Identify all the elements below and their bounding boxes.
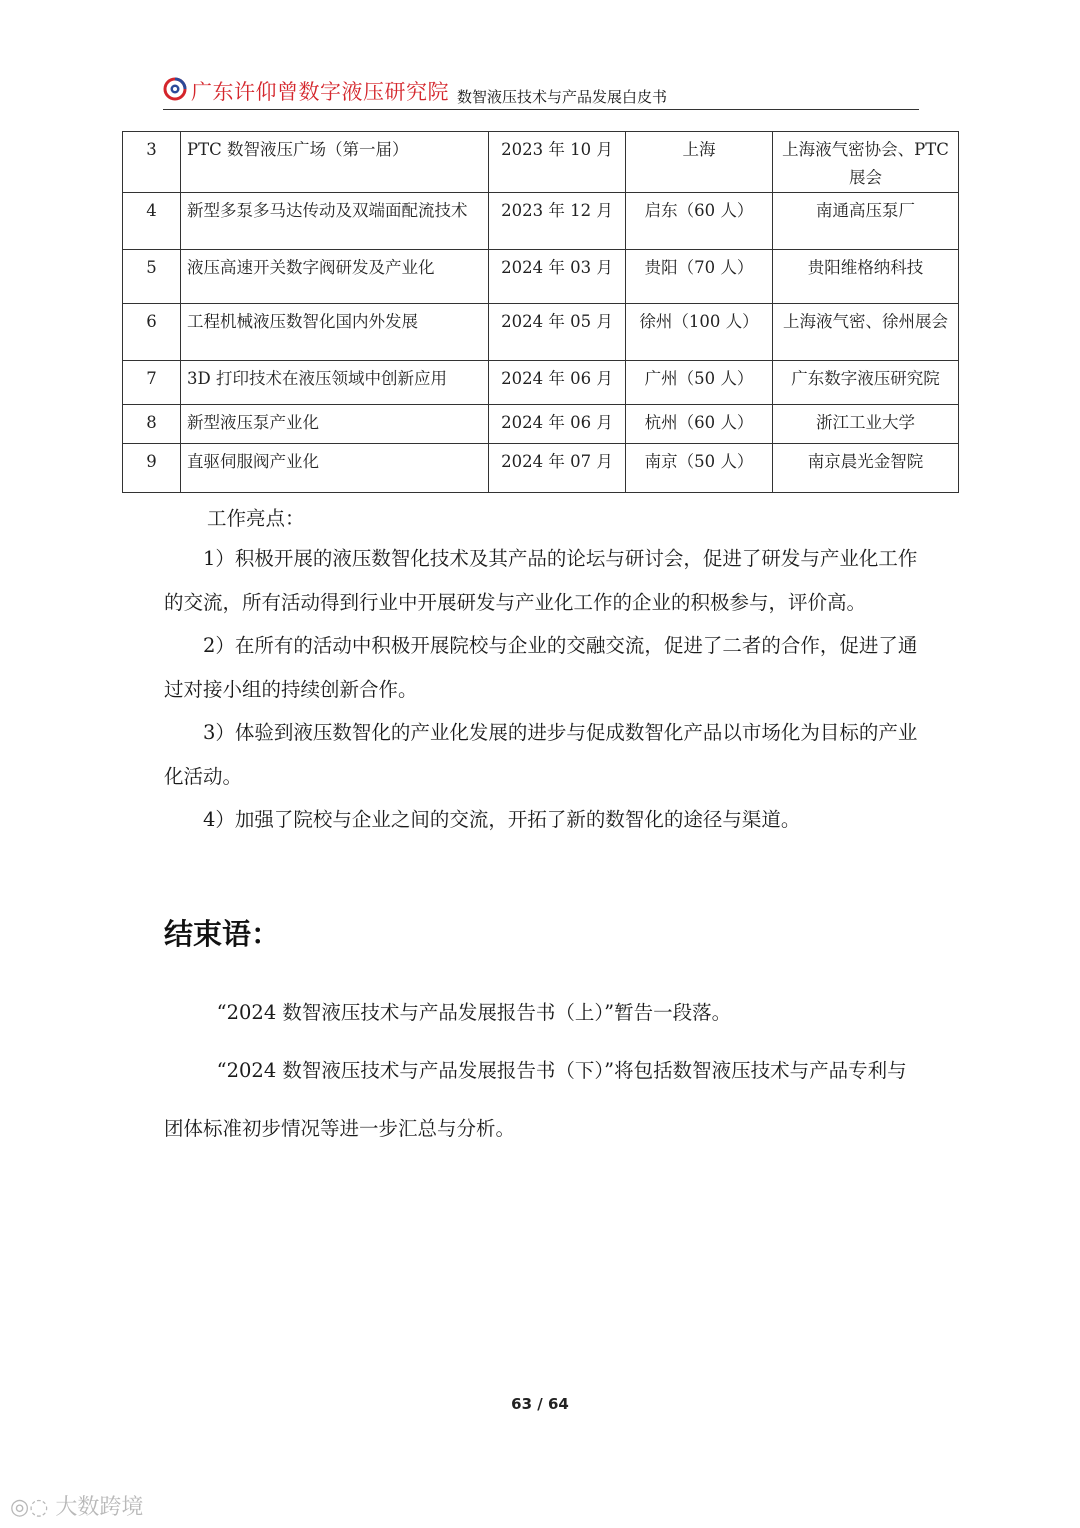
page-header — [163, 74, 919, 112]
table-row — [123, 250, 959, 304]
event-organizer: 南通高压泵厂 — [773, 193, 959, 250]
closing-text — [164, 984, 920, 1158]
event-place: 贵阳（70 人） — [626, 250, 773, 304]
event-title: 新型液压泵产业化 — [181, 405, 489, 444]
closing-paragraph: “2024 数智液压技术与产品发展报告书（下）”将包括数智液压技术与产品专利与团体标准初步情况等进一步汇总与分析。 — [164, 1059, 907, 1140]
document-title: 数智液压技术与产品发展白皮书 — [457, 88, 668, 106]
event-organizer: 浙江工业大学 — [773, 405, 959, 444]
institute-logo-icon — [163, 77, 187, 101]
event-place: 启东（60 人） — [626, 193, 773, 250]
event-date: 2024 年 06 月 — [489, 405, 626, 444]
table-row — [123, 304, 959, 361]
highlight-item: 4）加强了院校与企业之间的交流，开拓了新的数智化的途径与渠道。 — [203, 808, 801, 831]
event-title: 直驱伺服阀产业化 — [181, 444, 489, 493]
highlight-item: 2）在所有的活动中积极开展院校与企业的交融交流，促进了二者的合作，促进了通过对接小组的持续创新合作。 — [164, 634, 918, 701]
institute-name: 广东许仰曾数字液压研究院 — [191, 80, 449, 104]
event-place: 南京（50 人） — [626, 444, 773, 493]
page-number: 63 / 64 — [511, 1395, 569, 1413]
event-date: 2023 年 10 月 — [489, 132, 626, 193]
row-number: 7 — [123, 361, 181, 405]
row-number: 8 — [123, 405, 181, 444]
row-number: 9 — [123, 444, 181, 493]
event-date: 2023 年 12 月 — [489, 193, 626, 250]
event-place: 杭州（60 人） — [626, 405, 773, 444]
event-organizer: 南京晨光金智院 — [773, 444, 959, 493]
event-title: PTC 数智液压广场（第一届） — [181, 132, 489, 193]
table-row — [123, 132, 959, 193]
event-place: 上海 — [626, 132, 773, 193]
watermark-logo-icon: ◎◌ — [10, 1495, 56, 1520]
highlights-list — [164, 537, 920, 842]
header-divider — [163, 109, 919, 110]
event-date: 2024 年 06 月 — [489, 361, 626, 405]
event-organizer: 广东数字液压研究院 — [773, 361, 959, 405]
event-title: 3D 打印技术在液压领域中创新应用 — [181, 361, 489, 405]
highlights-heading: 工作亮点： — [207, 507, 305, 530]
event-title: 新型多泵多马达传动及双端面配流技术 — [181, 193, 489, 250]
event-title: 液压高速开关数字阀研发及产业化 — [181, 250, 489, 304]
watermark-text: 大数跨境 — [55, 1495, 144, 1520]
table-row — [123, 444, 959, 493]
table-row — [123, 193, 959, 250]
closing-paragraph: “2024 数智液压技术与产品发展报告书（上）”暂告一段落。 — [216, 1001, 732, 1024]
event-organizer: 上海液气密、徐州展会 — [773, 304, 959, 361]
event-date: 2024 年 07 月 — [489, 444, 626, 493]
event-place: 广州（50 人） — [626, 361, 773, 405]
highlight-item: 3）体验到液压数智化的产业化发展的进步与促成数智化产品以市场化为目标的产业化活动。 — [164, 721, 918, 788]
event-organizer: 上海液气密协会、PTC 展会 — [773, 132, 959, 193]
event-date: 2024 年 05 月 — [489, 304, 626, 361]
watermark — [10, 1490, 143, 1521]
row-number: 6 — [123, 304, 181, 361]
row-number: 4 — [123, 193, 181, 250]
event-title: 工程机械液压数智化国内外发展 — [181, 304, 489, 361]
table-row — [123, 361, 959, 405]
events-table — [122, 131, 959, 493]
highlight-item: 1）积极开展的液压数智化技术及其产品的论坛与研讨会，促进了研发与产业化工作的交流，所有活动得到行业中开展研发与产业化工作的企业的积极参与，评价高。 — [164, 547, 918, 614]
row-number: 5 — [123, 250, 181, 304]
row-number: 3 — [123, 132, 181, 193]
event-date: 2024 年 03 月 — [489, 250, 626, 304]
closing-title: 结束语： — [164, 917, 281, 951]
event-place: 徐州（100 人） — [626, 304, 773, 361]
table-row — [123, 405, 959, 444]
event-organizer: 贵阳维格纳科技 — [773, 250, 959, 304]
